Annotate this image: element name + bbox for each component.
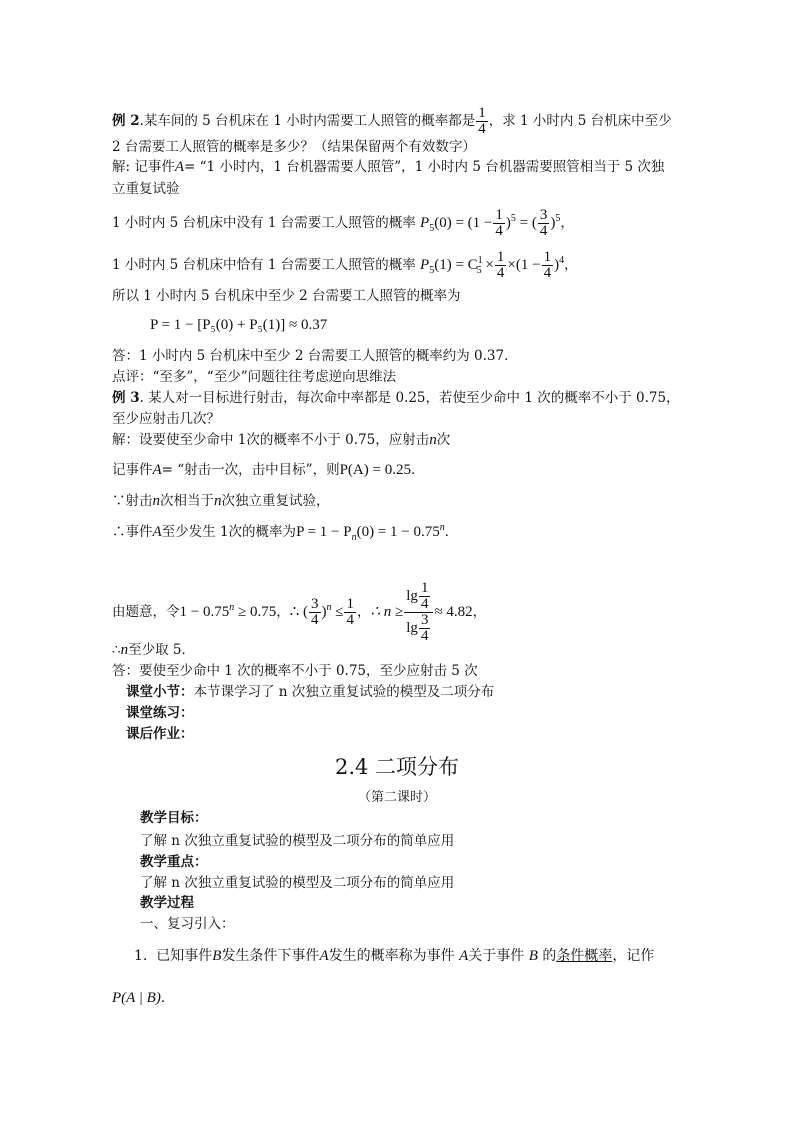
example-3-label: 例 3 (112, 390, 140, 406)
example-3-condition-line: 由题意，令$1 - 0.75^n \ge 0.75$，∴ ( $\frac{3}{4}$ )$^n$ ≤ $\frac{1}{4}$ ，∴ n ≥ lg $\frac{1}{4}$ lg $\frac{3}{4}$ ≈ 4.82， (112, 580, 487, 644)
example-2-so-line: 所以 1 小时内 5 台机床中至少 2 台需要工人照管的概率为 (112, 288, 461, 304)
teaching-key-label: 教学重点： (140, 854, 208, 870)
example-3-because-line: ∵射击n次相当于n次独立重复试验， (112, 493, 330, 509)
conditional-probability-term: 条件概率 (556, 948, 613, 964)
example-3-therefore-line: ∴事件A至少发生 1次的概率为$P = 1 - P_n(0) = 1 - 0.75^n$． (112, 522, 459, 543)
example-3-n-min: ∴n至少取 5． (112, 642, 195, 658)
review-item-1-formula: P(A | B). (112, 990, 166, 1006)
class-summary: 课堂小节：本节课学习了 n 次独立重复试验的模型及二项分布 (126, 684, 495, 700)
fraction-one-quarter: $\frac{1}{4}$ (478, 105, 486, 137)
teaching-goal-label: 教学目标： (140, 810, 208, 826)
teaching-goal-text: 了解 n 次独立重复试验的模型及二项分布的简单应用 (140, 833, 455, 849)
section-title: 2.4 二项分布 (334, 755, 460, 779)
example-3-event-line: 记事件A= “射击一次，击中目标”，则P(A) = 0.25． (112, 462, 425, 478)
example-2-solution-line2: 立重复试验 (112, 181, 180, 197)
example-3-statement: 例 3. 某人对一目标进行射击，每次命中率都是 0.25，若使至少命中 1 次的概率不小于 0.75， (112, 390, 680, 406)
example-2-text: .某车间的 5 台机床在 1 小时内需要工人照管的概率都是 (139, 113, 476, 129)
example-2-statement: 例 2.某车间的 5 台机床在 1 小时内需要工人照管的概率都是 $\frac{1}{4}$ ，求 1 小时内 5 台机床中至少 (112, 105, 672, 137)
class-practice-label: 课堂练习： (126, 705, 194, 721)
example-3-solution-line: 解：设要使至少命中 1次的概率不小于 0.75，应射击n次 (112, 432, 451, 448)
example-2-p0-line: 1 小时内 5 台机床中没有 1 台需要工人照管的概率 $P_5(0) = (1$ − $\frac{1}{4}$ )$^5$ = ( $\frac{3}{4}$ )$^5$， (112, 207, 574, 239)
example-2-solution-line1: 解: 记事件A= “1 小时内，1 台机器需要人照管”，1 小时内 5 台机器需要照管相当于 5 次独 (112, 159, 665, 175)
example-2-label: 例 2 (112, 113, 140, 129)
review-item-1: 1. 已知事件B发生条件下事件A发生的概率称为事件 A关于事件 B 的条件概率，记作 (134, 948, 655, 964)
example-2-answer: 答：1 小时内 5 台机床中至少 2 台需要工人照管的概率约为 0.37． (112, 348, 518, 364)
p-formula: P = 1 − [P₅(0) + P₅(1)] ≈ 0.37 (150, 317, 328, 333)
teaching-key-text: 了解 n 次独立重复试验的模型及二项分布的简单应用 (140, 875, 455, 891)
review-heading: 一、复习引入： (140, 916, 235, 932)
example-2-question: 2 台需要工人照管的概率是多少？（结果保留两个有效数字） (112, 139, 476, 155)
example-2-p1-line: 1 小时内 5 台机床中恰有 1 台需要工人照管的概率 $P_5(1) = C^1_5$ × $\frac{1}{4}$ ×(1 − $\frac{1}{4}$ )$^4$， (112, 249, 578, 281)
p0-formula: $P_5(0) = (1$ − $\frac{1}{4}$ )$^5$ = ( $\frac{3}{4}$ )$^5$ (420, 207, 561, 239)
p1-formula: $P_5(1) = C^1_5$ × $\frac{1}{4}$ ×(1 − $\frac{1}{4}$ )$^4$ (420, 249, 565, 281)
teaching-process-label: 教学过程 (140, 895, 194, 911)
example-3-answer: 答：要使至少命中 1 次的概率不小于 0.75，至少应射击 5 次 (112, 663, 478, 679)
example-2-comment: 点评：“至多”，“至少”问题往往考虑逆向思维法 (112, 369, 397, 385)
homework-label: 课后作业： (126, 726, 194, 742)
section-subtitle: （第二课时） (357, 790, 436, 805)
example-3-question: 至少应射击几次？ (112, 411, 220, 427)
